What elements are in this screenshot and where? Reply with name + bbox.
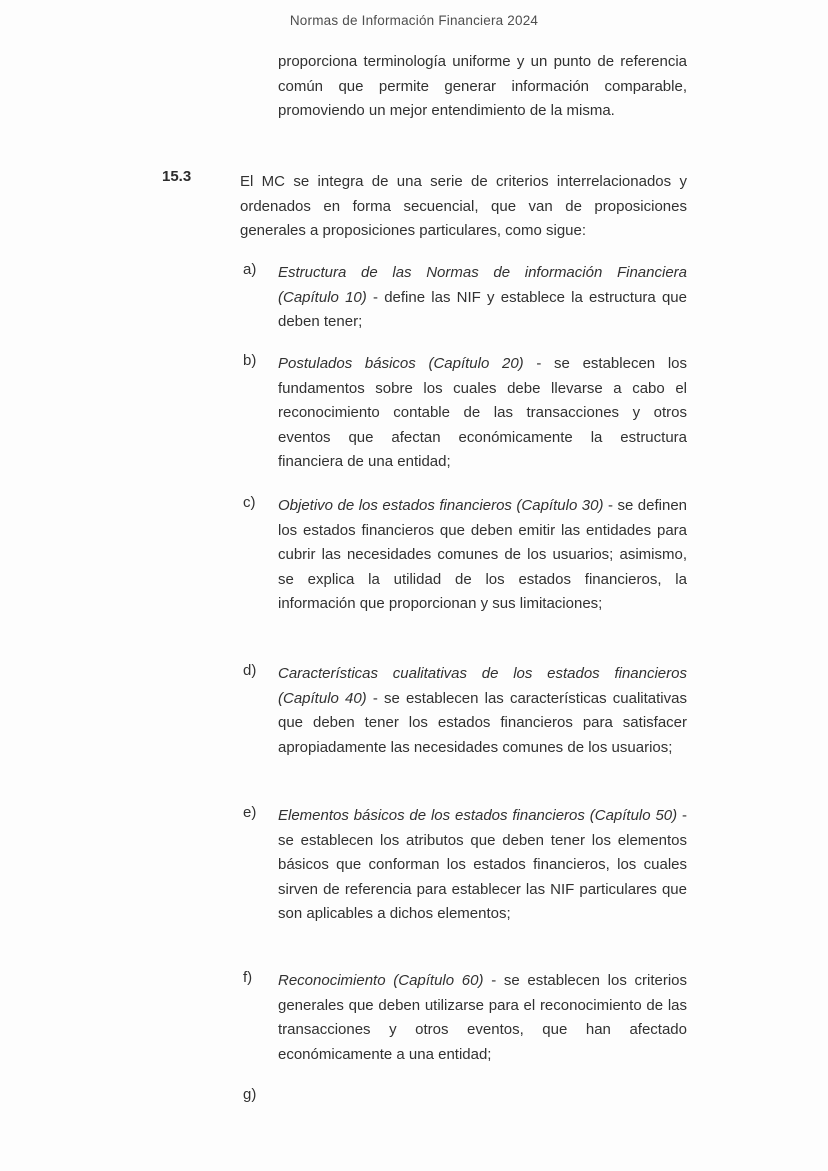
list-item-label: g): [243, 1086, 257, 1103]
chapter-title: Objetivo de los estados financieros (Capítulo 30): [278, 497, 604, 514]
list-item-label: c): [243, 494, 256, 511]
intro-paragraph: proporciona terminología uniforme y un punto de referencia común que permite generar información comparable, promoviendo un mejor entendimiento de la misma.: [278, 53, 687, 119]
list-item-text: [278, 352, 687, 475]
running-header: Normas de Información Financiera 2024: [289, 13, 539, 28]
list-item-a: [243, 261, 687, 335]
list-item-label: d): [243, 662, 257, 679]
chapter-title: Elementos básicos de los estados financieros (Capítulo 50): [278, 807, 678, 824]
section-paragraph: El MC se integra de una serie de criterios interrelacionados y ordenados en forma secuencial, que van de proposiciones generales a proposiciones particulares, como sigue:: [240, 173, 687, 239]
item-body: - se establecen las características cualitativas que deben tener los estados financieros para satisfacer apropiadamente las necesidades comunes de los usuarios;: [278, 689, 687, 756]
list-item-text: [278, 969, 687, 1067]
list-item-f: [243, 969, 687, 1067]
list-item-e: [243, 804, 687, 927]
item-body: - se establecen los atributos que deben tener los elementos básicos que conforman los estados financieros, los cuales sirven de referencia para establecer las NIF particulares que son aplicables a dichos elementos;: [278, 807, 687, 922]
chapter-title: Postulados básicos (Capítulo 20): [278, 355, 524, 372]
list-item-text: [278, 804, 687, 927]
list-item-text: [278, 261, 687, 335]
list-item-label: e): [243, 804, 257, 821]
chapter-title: Características cualitativas de los estados financieros (Capítulo 40): [278, 665, 687, 707]
item-body: - se establecen los fundamentos sobre los cuales debe llevarse a cabo el reconocimiento contable de las transacciones y otros eventos que afectan económicamente la estructura financiera de una entidad;: [278, 355, 687, 470]
item-body: - define las NIF y establece la estructura que deben tener;: [278, 288, 687, 330]
list-item-d: [243, 662, 687, 760]
chapter-title: Reconocimiento (Capítulo 60): [278, 972, 484, 989]
list-item-c: [243, 494, 687, 617]
chapter-title: Estructura de las Normas de información Financiera (Capítulo 10): [278, 264, 687, 306]
item-body: - se definen los estados financieros que deben emitir las entidades para cubrir las necesidades comunes de los usuarios; asimismo, se explica la utilidad de los estados financieros, la información que proporcionan y sus limitaciones;: [278, 497, 688, 612]
list-item-label: b): [243, 352, 257, 369]
section-number: 15.3: [162, 168, 192, 185]
list-item-text: [278, 662, 687, 760]
list-item-label: f): [243, 969, 253, 986]
item-body: - se establecen los criterios generales que deben utilizarse para el reconocimiento de las transacciones y otros eventos, que han afectado económicamente a una entidad;: [278, 972, 688, 1063]
list-item-label: a): [243, 261, 257, 278]
list-item-text: [278, 494, 687, 617]
list-item-b: [243, 352, 687, 475]
